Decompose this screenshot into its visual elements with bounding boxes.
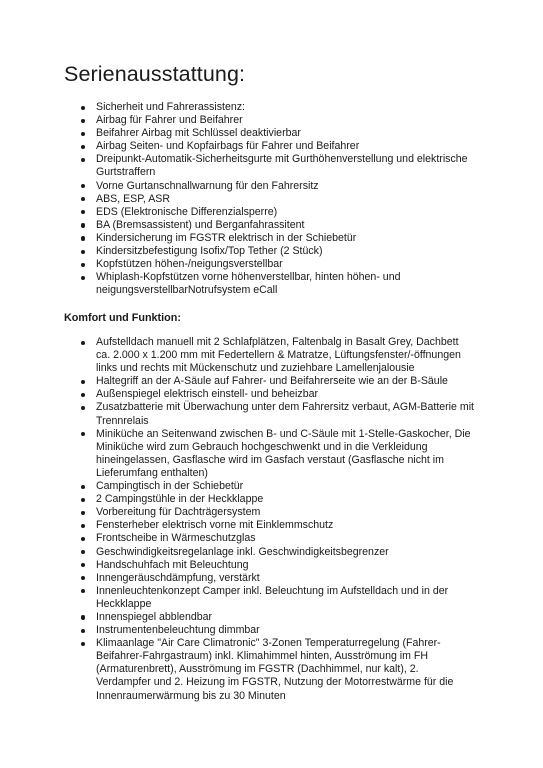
list-item: Frontscheibe in Wärmeschutzglas bbox=[64, 532, 474, 545]
list-item: Kindersicherung im FGSTR elektrisch in der Schiebetür bbox=[64, 232, 474, 245]
list-item: Handschuhfach mit Beleuchtung bbox=[64, 559, 474, 572]
comfort-list bbox=[64, 336, 474, 703]
section-heading-comfort: Komfort und Funktion: bbox=[64, 312, 181, 324]
list-item: 2 Campingstühle in der Heckklappe bbox=[64, 493, 474, 506]
list-item: ABS, ESP, ASR bbox=[64, 193, 474, 206]
list-item: Campingtisch in der Schiebetür bbox=[64, 480, 474, 493]
list-item: Kindersitzbefestigung Isofix/Top Tether (2 Stück) bbox=[64, 245, 474, 258]
safety-list bbox=[64, 101, 474, 297]
list-item: Instrumentenbeleuchtung dimmbar bbox=[64, 624, 474, 637]
list-item: Beifahrer Airbag mit Schlüssel deaktivierbar bbox=[64, 127, 474, 140]
list-item: BA (Bremsassistent) und Berganfahrassitent bbox=[64, 219, 474, 232]
list-item: Fensterheber elektrisch vorne mit Einklemmschutz bbox=[64, 519, 474, 532]
list-item: Airbag für Fahrer und Beifahrer bbox=[64, 114, 474, 127]
list-item: Zusatzbatterie mit Überwachung unter dem Fahrersitz verbaut, AGM-Batterie mit Trennrelais bbox=[64, 401, 474, 427]
list-item: Whiplash-Kopfstützen vorne höhenverstellbar, hinten höhen- und neigungsverstellbarNotrufsystem eCall bbox=[64, 271, 474, 297]
list-item: Innengeräuschdämpfung, verstärkt bbox=[64, 572, 474, 585]
list-item: Klimaanlage "Air Care Climatronic" 3-Zonen Temperaturregelung (Fahrer-Beifahrer-Fahrgastraum) inkl. Klimahimmel hinten, Ausströmung im FH (Armaturenbrett), Ausströmung im FGSTR (Dachhimmel, nur kalt), 2. Verdampfer und 2. Heizung im FGSTR, Nutzung der Motorrestwärme für die Innenraumerwärmung bis zu 30 Minuten bbox=[64, 637, 474, 702]
list-item: Dreipunkt-Automatik-Sicherheitsgurte mit Gurthöhenverstellung und elektrische Gurtstraffern bbox=[64, 153, 474, 179]
list-item: Haltegriff an der A-Säule auf Fahrer- und Beifahrerseite wie an der B-Säule bbox=[64, 375, 474, 388]
list-item: EDS (Elektronische Differenzialsperre) bbox=[64, 206, 474, 219]
list-item: Miniküche an Seitenwand zwischen B- und C-Säule mit 1-Stelle-Gaskocher, Die Miniküche wird zum Gebrauch hochgeschwenkt und in die Verkleidung hineingelassen, Gasflasche wird im Gasfach verstaut (Gasflasche nicht im Lieferumfang enthalten) bbox=[64, 428, 474, 480]
list-item: Kopfstützen höhen-/neigungsverstellbar bbox=[64, 258, 474, 271]
list-item: Innenleuchtenkonzept Camper inkl. Beleuchtung im Aufstelldach und in der Heckklappe bbox=[64, 585, 474, 611]
list-item: Sicherheit und Fahrerassistenz: bbox=[64, 101, 474, 114]
list-item: Airbag Seiten- und Kopfairbags für Fahrer und Beifahrer bbox=[64, 140, 474, 153]
list-item: Geschwindigkeitsregelanlage inkl. Geschwindigkeitsbegrenzer bbox=[64, 546, 474, 559]
list-item: Vorbereitung für Dachträgersystem bbox=[64, 506, 474, 519]
list-item: Vorne Gurtanschnallwarnung für den Fahrersitz bbox=[64, 180, 474, 193]
list-item: Aufstelldach manuell mit 2 Schlafplätzen, Faltenbalg in Basalt Grey, Dachbett ca. 2.000 x 1.200 mm mit Federtellern & Matratze, Lüftungsfenster/-öffnungen links und rechts mit Mückenschutz und zuziehbare Lamellenjalousie bbox=[64, 336, 474, 375]
list-item: Außenspiegel elektrisch einstell- und beheizbar bbox=[64, 388, 474, 401]
list-item: Innenspiegel abblendbar bbox=[64, 611, 474, 624]
page-title: Serienausstattung: bbox=[64, 62, 246, 86]
